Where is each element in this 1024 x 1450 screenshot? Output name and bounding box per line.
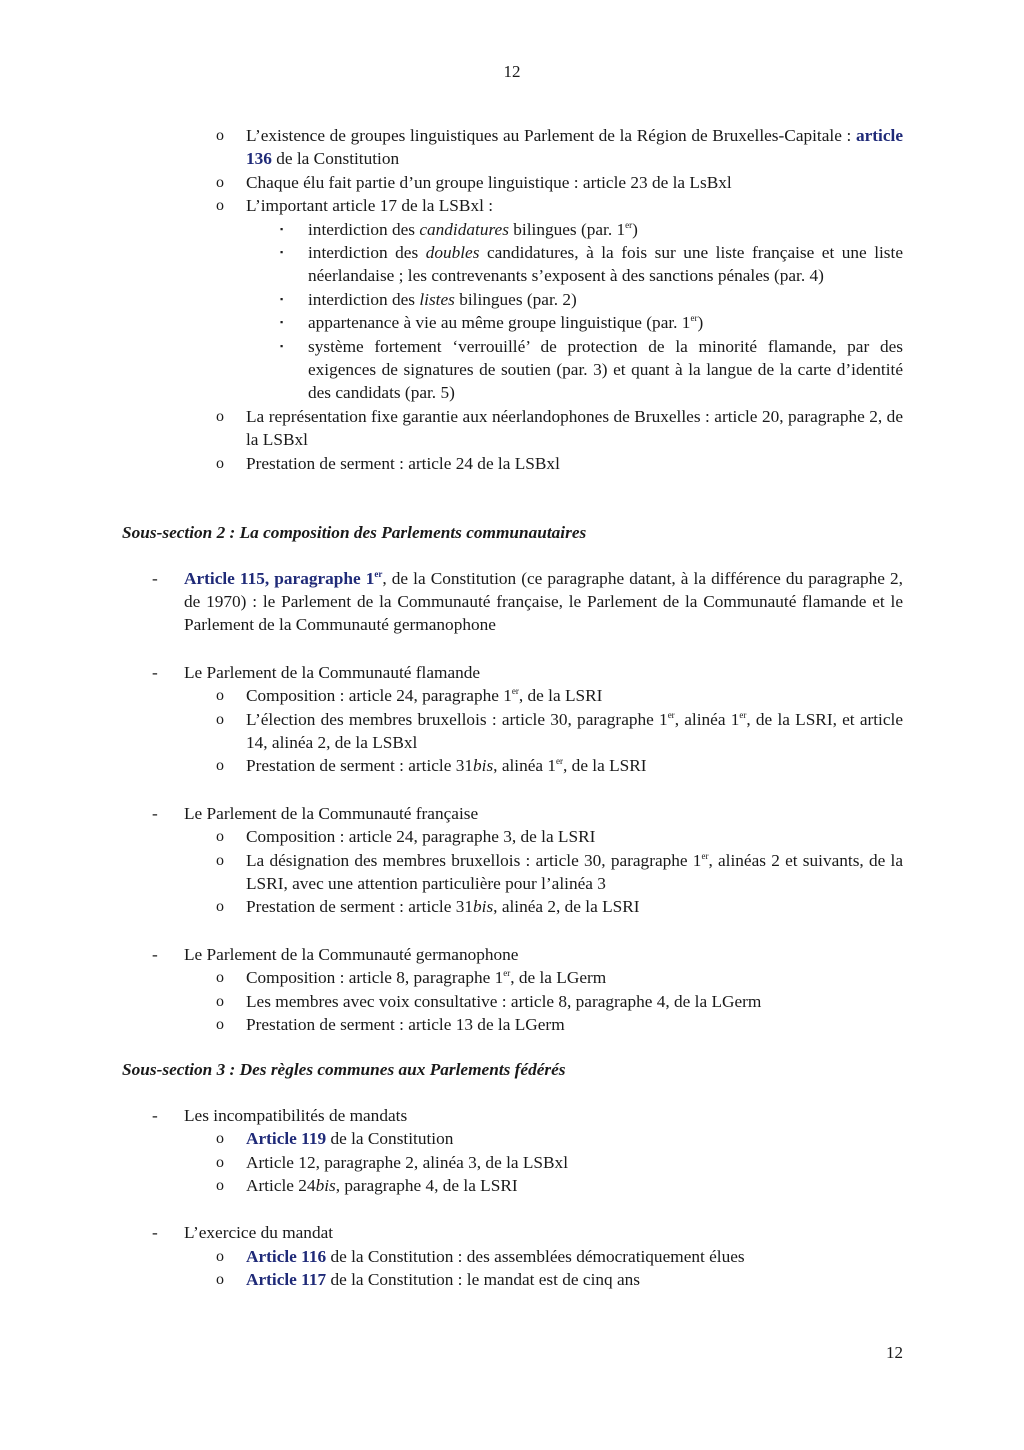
list-item: o L’élection des membres bruxellois : article 30, paragraphe 1er, alinéa 1er, de la LSRI, et article 14, alinéa 2, de la LSBxl xyxy=(216,709,903,752)
dash-bullet-icon: - xyxy=(152,662,158,682)
list-item: o Prestation de serment : article 13 de la LGerm xyxy=(122,1013,903,1036)
dash-bullet-icon: - xyxy=(152,1223,158,1243)
circle-bullet-icon: o xyxy=(216,1016,224,1033)
page-number-bottom: 12 xyxy=(886,1343,903,1362)
circle-bullet-icon: o xyxy=(216,992,224,1010)
sub-list-item: ▪ interdiction des candidatures bilingues (par. 1er) xyxy=(280,219,638,239)
circle-bullet-icon: o xyxy=(216,454,224,472)
list-item: o Chaque élu fait partie d’un groupe linguistique : article 23 de la LsBxl xyxy=(122,171,903,194)
list-item: o L’existence de groupes linguistiques au Parlement de la Région de Bruxelles-Capitale : article 136 de la Constitution xyxy=(216,126,903,169)
section-heading: Sous-section 2 : La composition des Parlements communautaires xyxy=(122,523,587,543)
section-heading: Sous-section 3 : Des règles communes aux Parlements fédérés xyxy=(122,1060,566,1080)
list-item: o Prestation de serment : article 31bis, alinéa 1er, de la LSRI xyxy=(122,754,903,777)
list-item: o Article 119 de la Constitution xyxy=(122,1127,903,1150)
circle-bullet-icon: o xyxy=(216,407,224,425)
list-item: - Le Parlement de la Communauté française xyxy=(122,802,903,825)
list-item: o Composition : article 24, paragraphe 3, de la LSRI xyxy=(122,825,903,848)
article-link[interactable]: Article 117 xyxy=(246,1270,327,1290)
circle-bullet-icon: o xyxy=(216,757,224,775)
sub-list-item: ▪ système fortement ‘verrouillé’ de protection de la minorité flamande, par des exigences de signatures de soutien (par. 3) et quant à la langue de la carte d’identité des candidats (par. 5) xyxy=(280,336,903,403)
circle-bullet-icon: o xyxy=(216,1153,224,1171)
article-link[interactable]: Article 116 xyxy=(246,1246,327,1266)
circle-bullet-icon: o xyxy=(216,828,224,846)
circle-bullet-icon: o xyxy=(216,687,224,705)
square-bullet-icon: ▪ xyxy=(280,317,284,328)
list-item: o Prestation de serment : article 24 de la LSBxl xyxy=(122,452,903,475)
list-item: o Composition : article 24, paragraphe 1er, de la LSRI xyxy=(122,684,903,707)
circle-bullet-icon: o xyxy=(216,197,224,215)
square-bullet-icon: ▪ xyxy=(280,247,284,258)
list-item: o Les membres avec voix consultative : article 8, paragraphe 4, de la LGerm xyxy=(122,990,903,1013)
list-item: - Le Parlement de la Communauté flamande xyxy=(122,661,903,684)
circle-bullet-icon: o xyxy=(216,1130,224,1148)
list-item: - Les incompatibilités de mandats xyxy=(122,1104,903,1127)
list-item: o Prestation de serment : article 31bis, alinéa 2, de la LSRI xyxy=(122,895,903,918)
list-item: o Article 117 de la Constitution : le mandat est de cinq ans xyxy=(122,1268,903,1291)
page-number-top: 12 xyxy=(503,62,521,81)
list-item: o Article 12, paragraphe 2, alinéa 3, de la LSBxl xyxy=(122,1151,903,1174)
circle-bullet-icon: o xyxy=(216,1177,224,1195)
list-item: o La désignation des membres bruxellois : article 30, paragraphe 1er, alinéas 2 et suivants, de la LSRI, avec une attention particulière pour l’alinéa 3 xyxy=(216,850,903,893)
article-link[interactable]: article 136 xyxy=(246,126,903,169)
list-item: o Article 24bis, paragraphe 4, de la LSRI xyxy=(122,1174,903,1197)
list-item: - Article 115, paragraphe 1er, de la Constitution (ce paragraphe datant, à la différence du paragraphe 2, de 1970) : le Parlement de la Communauté française, le Parlement de la Communauté flamande et le Parlement de la Communauté germanophone xyxy=(152,568,903,635)
circle-bullet-icon: o xyxy=(216,1247,224,1265)
circle-bullet-icon: o xyxy=(216,1271,224,1289)
list-item: - Le Parlement de la Communauté germanophone xyxy=(122,943,903,966)
article-link[interactable]: Article 115, paragraphe 1 xyxy=(184,568,375,588)
list-item: o Article 116 de la Constitution : des assemblées démocratiquement élues xyxy=(122,1245,903,1268)
circle-bullet-icon: o xyxy=(216,710,224,728)
sub-list-item: ▪ appartenance à vie au même groupe linguistique (par. 1er) xyxy=(280,313,704,333)
list-item: o La représentation fixe garantie aux néerlandophones de Bruxelles : article 20, paragraphe 2, de la LSBxl xyxy=(216,406,903,450)
square-bullet-icon: ▪ xyxy=(280,293,284,304)
list-item: o Composition : article 8, paragraphe 1er, de la LGerm xyxy=(122,966,903,989)
dash-bullet-icon: - xyxy=(152,944,158,964)
circle-bullet-icon: o xyxy=(216,127,224,144)
dash-bullet-icon: - xyxy=(152,803,158,823)
circle-bullet-icon: o xyxy=(216,898,224,916)
square-bullet-icon: ▪ xyxy=(280,223,284,234)
circle-bullet-icon: o xyxy=(216,969,224,987)
sub-list-item: ▪ interdiction des doubles candidatures, à la fois sur une liste française et une liste néerlandaise ; les contrevenants s’exposent à des sanctions pénales (par. 4) xyxy=(280,243,904,286)
list-item: - L’exercice du mandat xyxy=(122,1221,903,1244)
circle-bullet-icon: o xyxy=(216,173,224,191)
article-link[interactable]: Article 119 xyxy=(246,1129,327,1149)
document-body xyxy=(122,124,903,1292)
sub-list-item: ▪ interdiction des listes bilingues (par. 2) xyxy=(280,289,577,309)
list-item: o L’important article 17 de la LSBxl : xyxy=(122,194,903,217)
circle-bullet-icon: o xyxy=(216,851,224,869)
dash-bullet-icon: - xyxy=(152,1105,158,1125)
square-bullet-icon: ▪ xyxy=(280,340,284,351)
dash-bullet-icon: - xyxy=(152,568,158,588)
